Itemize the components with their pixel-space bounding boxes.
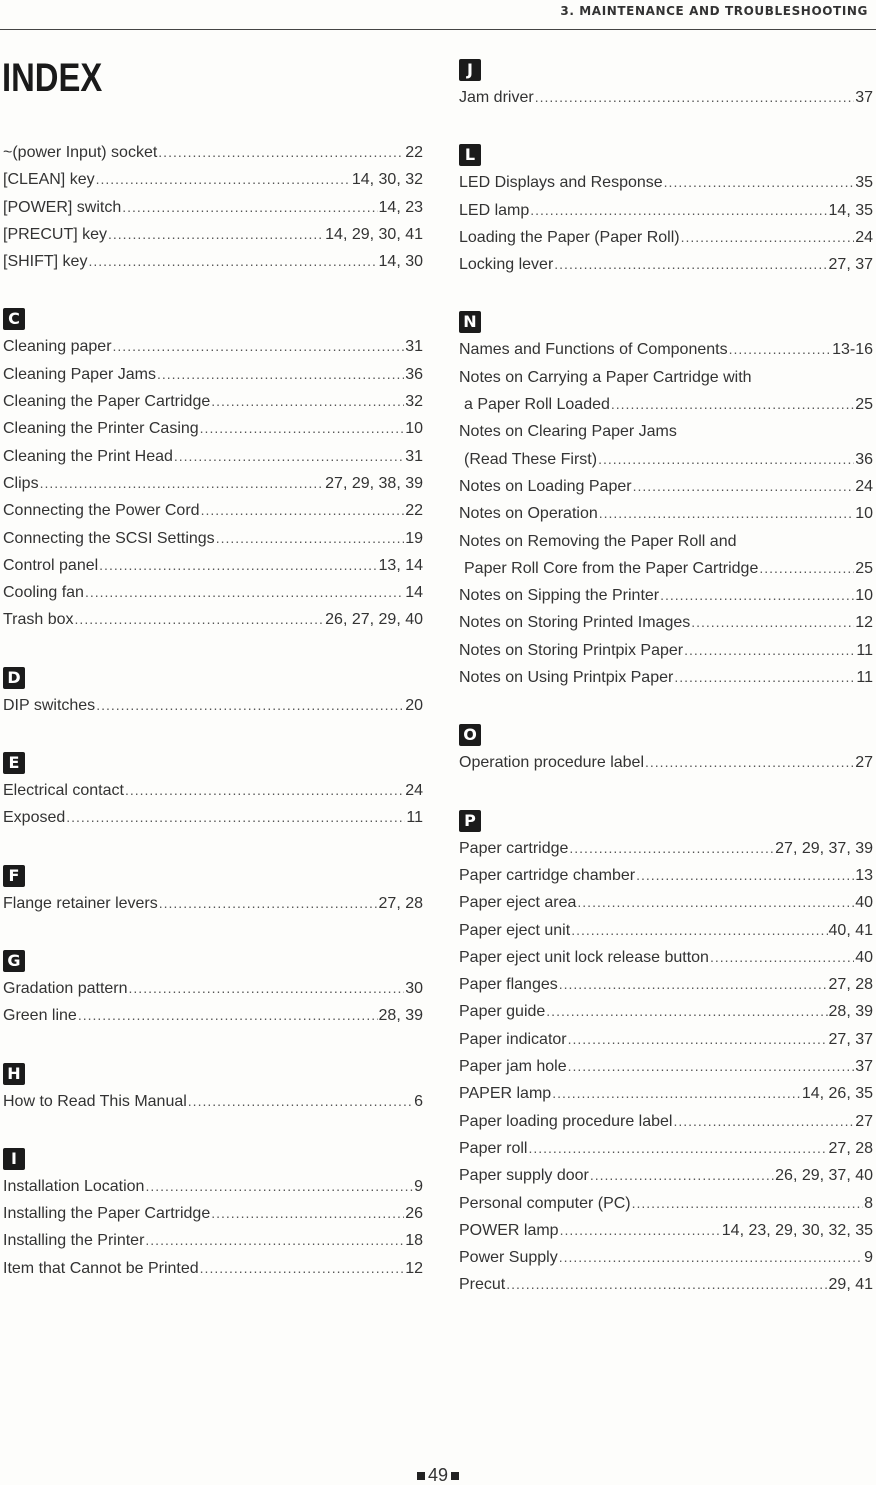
dot-leader bbox=[759, 560, 854, 576]
page-refs: 24 bbox=[405, 782, 423, 800]
page-refs: 11 bbox=[856, 669, 873, 687]
index-term: Connecting the Power Cord bbox=[3, 502, 200, 520]
page-refs: 40, 41 bbox=[828, 921, 873, 939]
index-entry bbox=[459, 256, 873, 283]
dot-leader bbox=[506, 1276, 827, 1292]
index-term: (Read These First) bbox=[464, 450, 598, 468]
index-term: ~(power Input) socket bbox=[3, 144, 158, 161]
dot-leader bbox=[211, 1205, 404, 1221]
page-refs: 25 bbox=[855, 559, 873, 577]
index-entry bbox=[3, 226, 423, 253]
dot-leader bbox=[691, 614, 854, 630]
index-entry bbox=[3, 1205, 423, 1232]
dot-leader bbox=[569, 840, 774, 856]
index-term: Notes on Carrying a Paper Cartridge with bbox=[459, 368, 752, 386]
dot-leader bbox=[211, 393, 404, 409]
index-group-o bbox=[459, 724, 873, 781]
index-entry bbox=[3, 1178, 423, 1205]
index-entry bbox=[459, 396, 873, 423]
page-refs: 11 bbox=[406, 809, 423, 827]
page-refs: 27, 28 bbox=[378, 894, 423, 912]
dot-leader bbox=[145, 1178, 413, 1194]
index-group-symbols bbox=[3, 144, 423, 280]
index-entry bbox=[3, 448, 423, 475]
index-entry bbox=[3, 611, 423, 638]
index-term: Paper flanges bbox=[459, 976, 558, 994]
index-entry bbox=[3, 144, 423, 171]
index-group-g bbox=[3, 950, 423, 1035]
index-group-e bbox=[3, 752, 423, 837]
page-refs: 40 bbox=[855, 948, 873, 966]
index-term: Paper eject unit lock release button bbox=[459, 948, 709, 966]
dot-leader bbox=[632, 1195, 863, 1211]
index-group-i bbox=[3, 1148, 423, 1287]
index-entry bbox=[459, 202, 873, 229]
dot-leader bbox=[611, 396, 854, 412]
page-refs: 14, 30, 32 bbox=[351, 171, 423, 189]
index-term: Trash box bbox=[3, 611, 74, 629]
page-refs: 28, 39 bbox=[378, 1007, 423, 1025]
index-term: Cleaning Paper Jams bbox=[3, 365, 156, 383]
dot-leader bbox=[201, 502, 405, 518]
dot-leader bbox=[158, 144, 404, 160]
page-refs: 37 bbox=[855, 1058, 873, 1076]
page-refs: 11 bbox=[856, 641, 873, 659]
page-refs: 19 bbox=[405, 529, 423, 547]
dot-leader bbox=[75, 611, 325, 627]
dot-leader bbox=[673, 1113, 854, 1129]
page-refs: 25 bbox=[855, 396, 873, 414]
letter-heading-p: P bbox=[459, 810, 481, 832]
index-entry bbox=[3, 809, 423, 836]
index-entry bbox=[459, 867, 873, 894]
index-entry bbox=[459, 669, 873, 696]
page-refs: 10 bbox=[855, 505, 873, 523]
index-entry bbox=[3, 584, 423, 611]
page-refs: 37 bbox=[855, 89, 873, 106]
index-term: Paper guide bbox=[459, 1003, 546, 1021]
index-term: Notes on Operation bbox=[459, 505, 598, 523]
index-term: Connecting the SCSI Settings bbox=[3, 529, 215, 547]
index-term: Cooling fan bbox=[3, 584, 84, 602]
dot-leader bbox=[636, 867, 854, 883]
index-term: Installing the Printer bbox=[3, 1232, 145, 1250]
index-entry bbox=[459, 976, 873, 1003]
dot-leader bbox=[729, 341, 831, 357]
index-term: Locking lever bbox=[459, 256, 554, 274]
index-entry bbox=[3, 980, 423, 1007]
page-refs: 10 bbox=[855, 587, 873, 605]
index-entry bbox=[459, 1195, 873, 1222]
index-entry bbox=[459, 1276, 873, 1303]
letter-heading-f: F bbox=[3, 865, 25, 887]
page-refs: 26 bbox=[405, 1205, 423, 1223]
dot-leader bbox=[571, 922, 827, 938]
dot-leader bbox=[598, 451, 854, 467]
dot-leader bbox=[590, 1167, 774, 1183]
dot-leader bbox=[96, 697, 404, 713]
dot-leader bbox=[113, 338, 405, 354]
index-group-l bbox=[459, 144, 873, 283]
letter-heading-e: E bbox=[3, 752, 25, 774]
index-entry bbox=[459, 174, 873, 201]
index-entry bbox=[459, 1167, 873, 1194]
dot-leader bbox=[684, 642, 855, 658]
page-refs: 14 bbox=[405, 584, 423, 602]
index-entry bbox=[459, 754, 873, 781]
dot-leader bbox=[159, 895, 378, 911]
index-title: INDEX bbox=[2, 56, 103, 100]
index-term: Paper eject unit bbox=[459, 921, 571, 939]
index-entry bbox=[459, 341, 873, 368]
index-group-j bbox=[459, 59, 873, 116]
index-group-f bbox=[3, 865, 423, 922]
page-refs: 29, 41 bbox=[828, 1276, 873, 1294]
footer-square-left bbox=[417, 1472, 425, 1480]
index-term: Control panel bbox=[3, 556, 99, 574]
dot-leader bbox=[96, 171, 351, 187]
dot-leader bbox=[88, 253, 377, 269]
index-entry bbox=[459, 587, 873, 614]
index-entry bbox=[459, 89, 873, 116]
index-term: Names and Functions of Components bbox=[459, 341, 728, 359]
letter-heading-g: G bbox=[3, 950, 25, 972]
index-entry bbox=[459, 1031, 873, 1058]
index-term: Notes on Loading Paper bbox=[459, 477, 632, 495]
page-refs: 24 bbox=[855, 228, 873, 246]
right-column bbox=[459, 59, 873, 1304]
index-entry bbox=[459, 614, 873, 641]
index-term: Notes on Storing Printpix Paper bbox=[459, 641, 684, 659]
index-group-p bbox=[459, 810, 873, 1304]
dot-leader bbox=[674, 669, 855, 685]
index-entry bbox=[3, 338, 423, 365]
dot-leader bbox=[645, 754, 854, 770]
page-refs: 8 bbox=[864, 1194, 873, 1212]
index-entry bbox=[459, 533, 873, 560]
index-term: Operation procedure label bbox=[459, 754, 645, 772]
page-refs: 14, 35 bbox=[828, 201, 873, 219]
dot-leader bbox=[599, 505, 854, 521]
dot-leader bbox=[40, 475, 325, 491]
page-refs: 40 bbox=[855, 894, 873, 912]
dot-leader bbox=[108, 226, 324, 242]
dot-leader bbox=[554, 256, 827, 272]
index-entry bbox=[3, 1093, 423, 1120]
letter-heading-d: D bbox=[3, 667, 25, 689]
index-entry bbox=[459, 1085, 873, 1112]
index-term: Electrical contact bbox=[3, 782, 124, 800]
page-refs: 27, 29, 38, 39 bbox=[325, 474, 423, 492]
dot-leader bbox=[85, 584, 404, 600]
dot-leader bbox=[66, 809, 405, 825]
dot-leader bbox=[535, 89, 855, 105]
dot-leader bbox=[216, 530, 405, 546]
footer-square-right bbox=[451, 1472, 459, 1480]
index-entry bbox=[459, 505, 873, 532]
page-refs: 31 bbox=[405, 338, 423, 356]
page-refs: 22 bbox=[405, 144, 423, 161]
page-refs: 22 bbox=[405, 502, 423, 520]
page-refs: 30 bbox=[405, 979, 423, 997]
index-entry bbox=[459, 1003, 873, 1030]
index-term: Green line bbox=[3, 1007, 77, 1025]
index-term: Exposed bbox=[3, 809, 66, 827]
index-term: Gradation pattern bbox=[3, 979, 128, 997]
index-term: Notes on Removing the Paper Roll and bbox=[459, 532, 737, 550]
index-term: Notes on Using Printpix Paper bbox=[459, 669, 674, 687]
index-entry bbox=[459, 1058, 873, 1085]
index-term: Paper cartridge chamber bbox=[459, 866, 636, 884]
index-entry bbox=[459, 1140, 873, 1167]
dot-leader bbox=[530, 202, 827, 218]
dot-leader bbox=[568, 1031, 828, 1047]
dot-leader bbox=[122, 199, 377, 215]
page-refs: 12 bbox=[405, 1259, 423, 1277]
page-refs: 27 bbox=[855, 1112, 873, 1130]
index-term: Installing the Paper Cartridge bbox=[3, 1205, 211, 1223]
dot-leader bbox=[157, 366, 404, 382]
dot-leader bbox=[560, 1222, 721, 1238]
page-number: 49 bbox=[427, 1465, 449, 1485]
index-entry bbox=[3, 420, 423, 447]
index-term: [CLEAN] key bbox=[3, 171, 95, 189]
page-refs: 10 bbox=[405, 420, 423, 438]
index-term: Cleaning the Printer Casing bbox=[3, 420, 199, 438]
page-refs: 6 bbox=[414, 1092, 423, 1110]
letter-heading-o: O bbox=[459, 724, 481, 746]
page-refs: 24 bbox=[855, 477, 873, 495]
page-refs: 32 bbox=[405, 393, 423, 411]
dot-leader bbox=[528, 1140, 827, 1156]
index-term: Paper eject area bbox=[459, 894, 577, 912]
index-group-h bbox=[3, 1063, 423, 1120]
index-term: Paper loading procedure label bbox=[459, 1112, 673, 1130]
index-entry bbox=[3, 366, 423, 393]
dot-leader bbox=[174, 448, 404, 464]
index-term: Paper cartridge bbox=[459, 839, 569, 857]
index-entry bbox=[3, 1260, 423, 1287]
index-term: a Paper Roll Loaded bbox=[464, 396, 610, 414]
index-entry bbox=[459, 451, 873, 478]
index-entry bbox=[459, 229, 873, 256]
index-entry bbox=[459, 560, 873, 587]
page-footer bbox=[0, 1465, 876, 1485]
index-term: Paper Roll Core from the Paper Cartridge bbox=[464, 559, 759, 577]
index-entry bbox=[3, 502, 423, 529]
page-refs: 27 bbox=[855, 754, 873, 772]
index-term: Notes on Sipping the Printer bbox=[459, 587, 660, 605]
index-entry bbox=[459, 423, 873, 450]
page-refs: 12 bbox=[855, 614, 873, 632]
page-refs: 18 bbox=[405, 1232, 423, 1250]
index-term: Flange retainer levers bbox=[3, 894, 158, 912]
index-term: LED lamp bbox=[459, 201, 530, 219]
index-group-n bbox=[459, 311, 873, 696]
index-term: Notes on Storing Printed Images bbox=[459, 614, 691, 632]
index-term: Cleaning the Paper Cartridge bbox=[3, 393, 211, 411]
index-term: PAPER lamp bbox=[459, 1085, 552, 1103]
index-entry bbox=[459, 894, 873, 921]
index-term: [SHIFT] key bbox=[3, 253, 88, 271]
page-refs: 13, 14 bbox=[378, 556, 423, 574]
index-term: Personal computer (PC) bbox=[459, 1194, 631, 1212]
index-term: Loading the Paper (Paper Roll) bbox=[459, 228, 680, 246]
dot-leader bbox=[633, 478, 855, 494]
page-refs: 13 bbox=[855, 866, 873, 884]
letter-heading-h: H bbox=[3, 1063, 25, 1085]
page-refs: 14, 23, 29, 30, 32, 35 bbox=[721, 1221, 873, 1239]
index-term: Paper supply door bbox=[459, 1167, 589, 1185]
dot-leader bbox=[552, 1085, 801, 1101]
index-entry bbox=[3, 1232, 423, 1259]
section-title: 3. MAINTENANCE AND TROUBLESHOOTING bbox=[560, 4, 868, 18]
left-column bbox=[3, 144, 423, 1287]
page-refs: 26, 29, 37, 40 bbox=[775, 1167, 873, 1185]
index-group-d bbox=[3, 667, 423, 724]
index-term: LED Displays and Response bbox=[459, 174, 663, 192]
index-entry bbox=[459, 1113, 873, 1140]
index-entry bbox=[3, 199, 423, 226]
index-entry bbox=[3, 895, 423, 922]
dot-leader bbox=[559, 976, 828, 992]
index-entry bbox=[459, 642, 873, 669]
letter-heading-n: N bbox=[459, 311, 481, 333]
dot-leader bbox=[664, 174, 855, 190]
dot-leader bbox=[200, 420, 405, 436]
dot-leader bbox=[546, 1003, 827, 1019]
dot-leader bbox=[660, 587, 854, 603]
page-refs: 36 bbox=[405, 365, 423, 383]
index-entry bbox=[3, 1007, 423, 1034]
index-entry bbox=[3, 171, 423, 198]
letter-heading-c: C bbox=[3, 308, 25, 330]
dot-leader bbox=[577, 894, 854, 910]
index-term: Clips bbox=[3, 474, 39, 492]
page-refs: 14, 30 bbox=[378, 253, 423, 271]
index-entry bbox=[3, 782, 423, 809]
index-entry bbox=[459, 1249, 873, 1276]
index-entry bbox=[3, 557, 423, 584]
page-refs: 28, 39 bbox=[828, 1003, 873, 1021]
page-refs: 9 bbox=[864, 1249, 873, 1267]
index-term: Cleaning the Print Head bbox=[3, 447, 173, 465]
index-term: Cleaning paper bbox=[3, 338, 112, 356]
dot-leader bbox=[99, 557, 377, 573]
dot-leader bbox=[188, 1093, 413, 1109]
index-term: Paper roll bbox=[459, 1139, 528, 1157]
page-refs: 27, 37 bbox=[828, 1030, 873, 1048]
index-entry bbox=[459, 369, 873, 396]
index-entry bbox=[459, 1222, 873, 1249]
letter-heading-i: I bbox=[3, 1148, 25, 1170]
index-entry bbox=[459, 840, 873, 867]
page-header bbox=[0, 0, 876, 30]
page-refs: 27, 28 bbox=[828, 1139, 873, 1157]
letter-heading-j: J bbox=[459, 59, 481, 81]
index-group-c bbox=[3, 308, 423, 638]
page-refs: 14, 23 bbox=[378, 198, 423, 216]
index-term: How to Read This Manual bbox=[3, 1092, 187, 1110]
page-refs: 27, 28 bbox=[828, 976, 873, 994]
index-entry bbox=[3, 475, 423, 502]
index-entry bbox=[3, 697, 423, 724]
index-entry bbox=[459, 478, 873, 505]
page-refs: 26, 27, 29, 40 bbox=[325, 611, 423, 629]
page-refs: 36 bbox=[855, 450, 873, 468]
dot-leader bbox=[559, 1249, 863, 1265]
page-refs: 13-16 bbox=[832, 341, 873, 359]
index-term: [POWER] switch bbox=[3, 198, 122, 216]
index-term: Precut bbox=[459, 1276, 506, 1294]
page-refs: 14, 29, 30, 41 bbox=[325, 225, 423, 243]
dot-leader bbox=[129, 980, 405, 996]
index-term: Jam driver bbox=[459, 89, 534, 106]
index-entry bbox=[459, 922, 873, 949]
index-term: Item that Cannot be Printed bbox=[3, 1259, 199, 1277]
index-term: Power Supply bbox=[459, 1249, 558, 1267]
index-term: Paper jam hole bbox=[459, 1058, 567, 1076]
index-term: Paper indicator bbox=[459, 1030, 567, 1048]
page-refs: 27, 37 bbox=[828, 256, 873, 274]
dot-leader bbox=[145, 1232, 404, 1248]
letter-heading-l: L bbox=[459, 144, 481, 166]
index-term: Installation Location bbox=[3, 1177, 145, 1195]
index-entry bbox=[3, 530, 423, 557]
index-entry bbox=[459, 949, 873, 976]
page-refs: 27, 29, 37, 39 bbox=[775, 839, 873, 857]
index-entry bbox=[3, 393, 423, 420]
dot-leader bbox=[568, 1058, 855, 1074]
page-refs: 20 bbox=[405, 696, 423, 714]
index-term: DIP switches bbox=[3, 696, 96, 714]
page-refs: 14, 26, 35 bbox=[801, 1085, 873, 1103]
index-term: Notes on Clearing Paper Jams bbox=[459, 423, 677, 441]
page-refs: 35 bbox=[855, 174, 873, 192]
index-entry bbox=[3, 253, 423, 280]
dot-leader bbox=[78, 1007, 378, 1023]
dot-leader bbox=[710, 949, 854, 965]
page-refs: 31 bbox=[405, 447, 423, 465]
page-refs: 9 bbox=[414, 1177, 423, 1195]
dot-leader bbox=[200, 1260, 405, 1276]
index-term: [PRECUT] key bbox=[3, 225, 108, 243]
dot-leader bbox=[125, 782, 404, 798]
dot-leader bbox=[681, 229, 855, 245]
index-term: POWER lamp bbox=[459, 1221, 559, 1239]
